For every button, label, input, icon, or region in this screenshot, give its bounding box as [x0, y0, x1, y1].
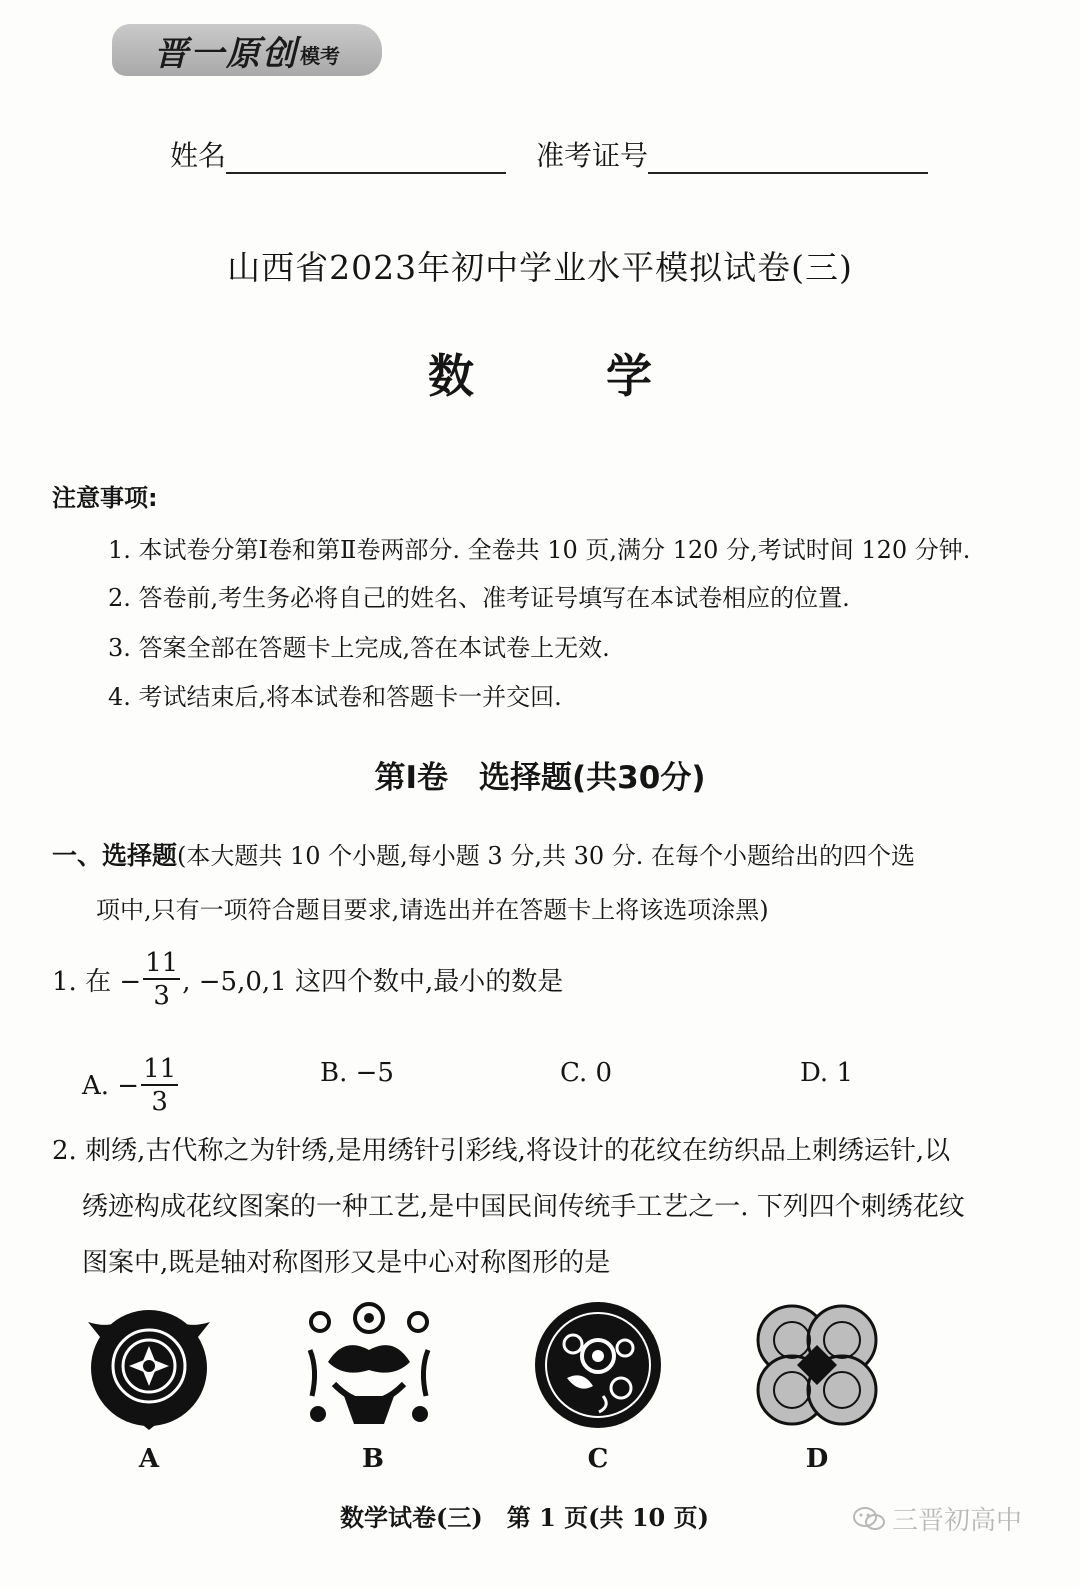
subject-char-1: 数: [427, 349, 474, 403]
q2-line-2: 绣迹构成花纹图案的一种工艺,是中国民间传统手工艺之一. 下列四个刺绣花纹: [82, 1192, 965, 1222]
q1-option-a-fraction: [141, 1056, 178, 1115]
candidate-fields: [170, 134, 928, 174]
q1-option-d: D. 1: [800, 1058, 853, 1088]
note-item: 3. 答案全部在答题卡上完成,答在本试卷上无效.: [108, 634, 610, 662]
embroidery-figure-a: [84, 1300, 214, 1430]
page-footer: 数学试卷(三) 第 1 页(共 10 页): [340, 1503, 709, 1532]
figure-label-a: A: [138, 1444, 160, 1474]
figure-label-d: D: [805, 1444, 829, 1474]
id-label: 准考证号: [536, 139, 649, 172]
q2-line-3: 图案中,既是轴对称图形又是中心对称图形的是: [82, 1248, 611, 1278]
embroidery-figure-c: [533, 1300, 663, 1430]
q1-option-a-num: 11: [143, 1054, 177, 1084]
q1-frac-den: 3: [153, 981, 170, 1011]
embroidery-figure-b: [304, 1300, 434, 1430]
note-item: 4. 考试结束后,将本试卷和答题卡一并交回.: [108, 683, 562, 711]
part-text-1: (本大题共 10 个小题,每小题 3 分,共 30 分. 在每个小题给出的四个选: [177, 842, 916, 870]
part-label: 一、选择题: [52, 841, 178, 870]
q2-line-1: 2. 刺绣,古代称之为针绣,是用绣针引彩线,将设计的花纹在纺织品上刺绣运针,以: [52, 1136, 951, 1166]
section-title: 第Ⅰ卷 选择题(共30分): [374, 760, 706, 796]
id-field[interactable]: [648, 146, 928, 174]
watermark-text: 三晋初高中: [892, 1506, 1023, 1536]
exam-title: 山西省2023年初中学业水平模拟试卷(三): [227, 248, 853, 287]
note-item: 2. 答卷前,考生务必将自己的姓名、准考证号填写在本试卷相应的位置.: [108, 584, 850, 612]
brand-sub: 模考: [300, 43, 340, 68]
q1-suffix: , −5,0,1 这四个数中,最小的数是: [182, 967, 564, 997]
embroidery-figure-d: [752, 1300, 882, 1430]
brand-banner: [112, 24, 382, 76]
q1-frac-num: 11: [145, 948, 179, 978]
q1-fraction: [143, 950, 180, 1009]
wechat-icon: [852, 1505, 886, 1533]
figure-label-c: C: [587, 1444, 609, 1474]
subject-char-2: 学: [606, 349, 653, 403]
note-item: 1. 本试卷分第Ⅰ卷和第Ⅱ卷两部分. 全卷共 10 页,满分 120 分,考试时间 120 分钟.: [108, 536, 971, 564]
question-1: [52, 950, 563, 1009]
q1-option-a-den: 3: [151, 1087, 168, 1117]
q1-option-a-label: A. −: [82, 1070, 140, 1101]
name-field[interactable]: [226, 146, 506, 174]
q1-option-c: C. 0: [560, 1058, 613, 1088]
q1-option-a: [82, 1056, 180, 1115]
subject-title: [0, 340, 1080, 406]
watermark: [852, 1500, 1022, 1537]
q1-option-b: B. −5: [320, 1058, 394, 1088]
notes-heading: 注意事项:: [52, 484, 158, 512]
part-intro: [52, 836, 915, 872]
part-text-2: 项中,只有一项符合题目要求,请选出并在答题卡上将该选项涂黑): [96, 896, 769, 924]
brand-main: 晋一原创: [154, 33, 298, 74]
q1-prefix: 1. 在 −: [52, 967, 142, 997]
name-label: 姓名: [170, 139, 227, 172]
figure-label-b: B: [362, 1444, 384, 1474]
